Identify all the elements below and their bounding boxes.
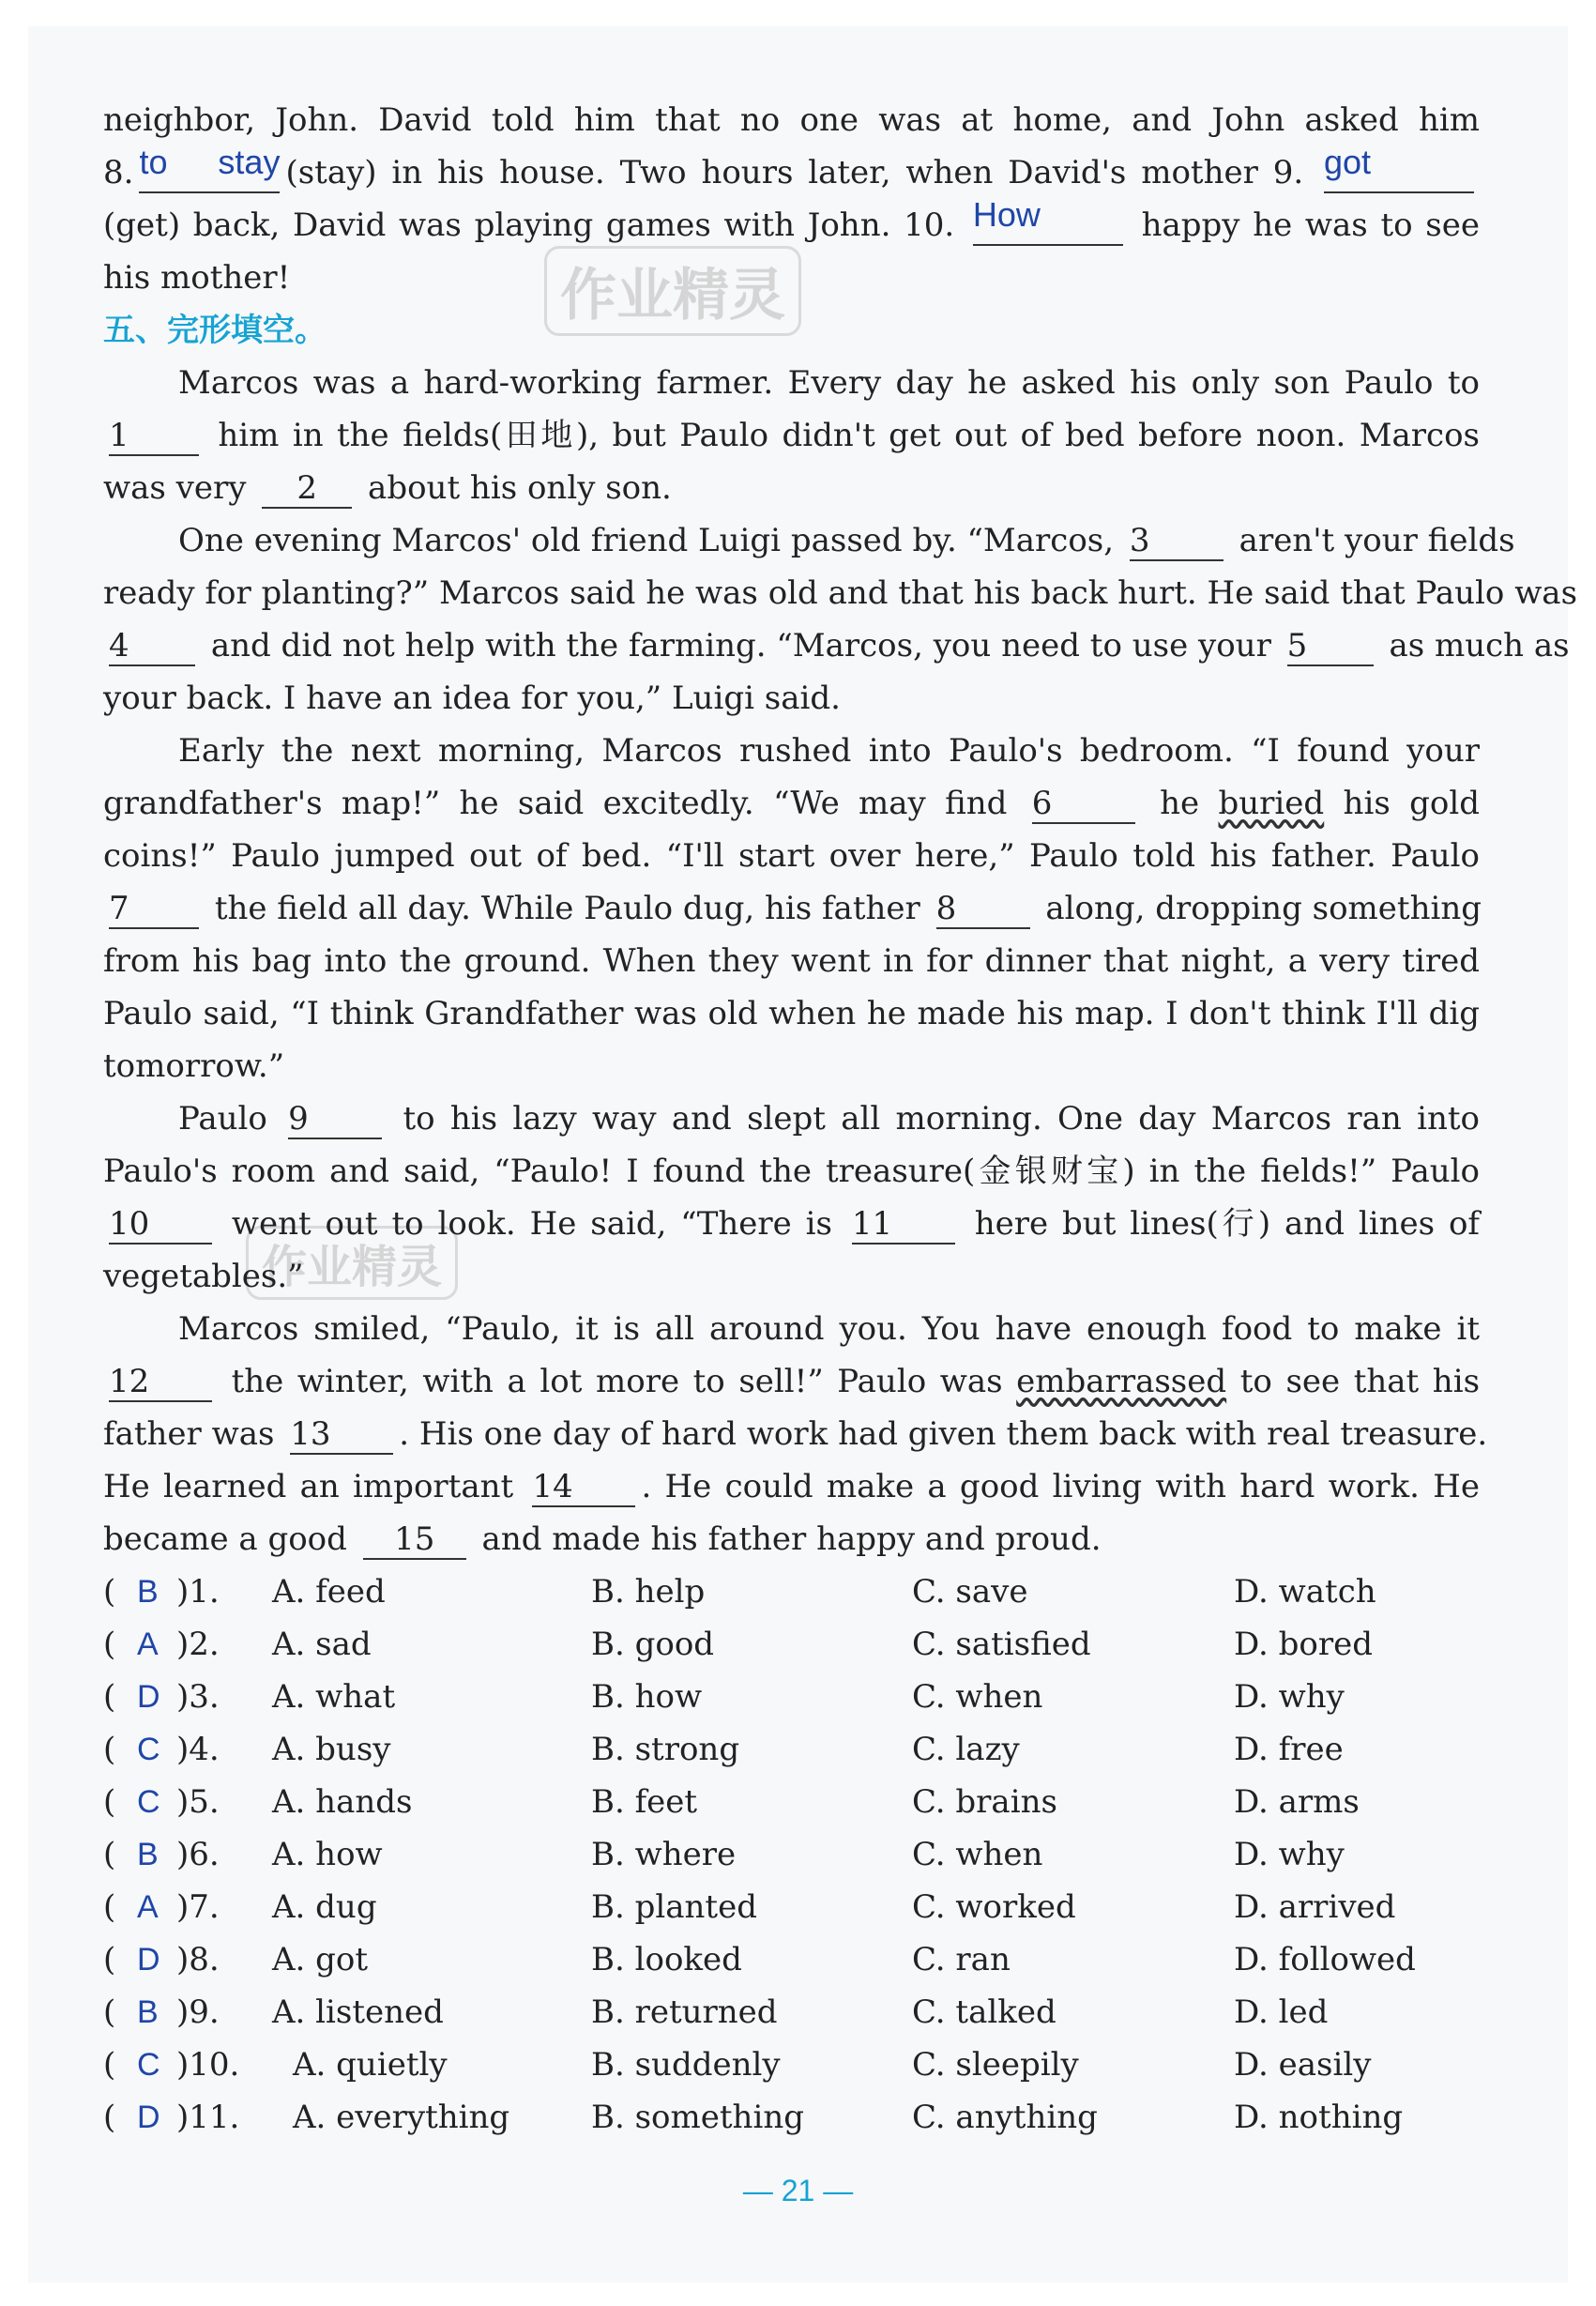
option-a[interactable]: A. dug — [272, 1888, 377, 1926]
option-a[interactable]: A. got — [272, 1941, 369, 1978]
answer-paren: ( — [103, 1731, 116, 1768]
passage-line: tomorrow.” — [103, 1047, 285, 1085]
option-b[interactable]: B. feet — [591, 1783, 698, 1821]
option-d[interactable]: D. free — [1234, 1731, 1344, 1768]
blank-number: 14 — [532, 1468, 573, 1505]
option-d[interactable]: D. easily — [1234, 2046, 1372, 2084]
option-d[interactable]: D. why — [1234, 1678, 1345, 1716]
blank-number: 7 — [109, 890, 129, 927]
answer-blank[interactable] — [972, 195, 1123, 246]
question-blank[interactable] — [109, 1205, 212, 1245]
option-b[interactable]: B. looked — [591, 1941, 742, 1978]
watermark: 作业精灵 — [544, 246, 801, 336]
question-number: )8. — [176, 1941, 220, 1978]
passage-text: the field all day. While Paulo dug, his father — [214, 890, 920, 927]
question-number: )1. — [176, 1573, 220, 1611]
option-d[interactable]: D. followed — [1234, 1941, 1416, 1978]
answer-letter: D — [137, 2100, 160, 2135]
answer-letter: B — [137, 1837, 159, 1872]
passage-line: Marcos was a hard-working farmer. Every day he asked his only son Paulo to — [178, 364, 1480, 402]
question-row — [103, 1723, 1480, 1776]
passage-text: to see that his — [1239, 1363, 1481, 1400]
passage-text: and made his father happy and proud. — [481, 1520, 1102, 1558]
question-row — [103, 1776, 1480, 1828]
passage-line — [103, 1355, 1480, 1408]
passage-line: from his bag into the ground. When they went in for dinner that night, a very tired — [103, 942, 1480, 980]
passage-text: he — [1160, 785, 1200, 822]
passage-line — [103, 1092, 1480, 1145]
option-b[interactable]: B. how — [591, 1678, 703, 1716]
blank-number: 1 — [109, 417, 129, 454]
option-c[interactable]: C. satisfied — [912, 1626, 1091, 1663]
option-a[interactable]: A. what — [272, 1678, 396, 1716]
answer-letter: B — [137, 1994, 159, 2030]
passage-line — [103, 1513, 1480, 1565]
passage-text: aren't your fields — [1239, 522, 1515, 559]
passage-text: (get) back, David was playing games with John. 10. — [103, 206, 955, 244]
answer-paren: ( — [103, 2099, 116, 2136]
blank-number: 12 — [109, 1363, 150, 1400]
passage-line: Paulo's room and said, “Paulo! I found the treasure(金银财宝) in the fields!” Paulo — [103, 1153, 1480, 1190]
answer-blank[interactable] — [139, 143, 281, 193]
passage-line — [103, 409, 1480, 462]
passage-line: vegetables.” — [103, 1258, 304, 1295]
passage-line — [103, 1408, 1488, 1460]
option-c[interactable]: C. save — [912, 1573, 1028, 1611]
option-a[interactable]: A. feed — [272, 1573, 386, 1611]
passage-text: his gold — [1343, 785, 1480, 822]
blank-number: 13 — [290, 1415, 331, 1453]
blank-number: 3 — [1129, 522, 1150, 559]
question-row — [103, 1933, 1480, 1986]
option-b[interactable]: B. where — [591, 1836, 737, 1873]
section-heading: 五、完形填空。 — [103, 313, 327, 348]
option-a[interactable]: A. quietly — [293, 2046, 448, 2084]
wavy-word: buried — [1218, 785, 1325, 822]
passage-line: ready for planting?” Marcos said he was old and that his back hurt. He said that Paulo was — [103, 574, 1578, 612]
question-blank[interactable] — [532, 1468, 635, 1507]
answer-paren: ( — [103, 1836, 116, 1873]
passage-text: went out to look. He said, “There is — [231, 1205, 832, 1243]
passage-text: to his lazy way and slept all morning. One day Marcos ran into — [403, 1100, 1480, 1138]
question-blank[interactable] — [262, 469, 352, 509]
answer-paren: ( — [103, 1626, 116, 1663]
question-blank[interactable] — [290, 1415, 393, 1455]
passage-text: as much as — [1389, 627, 1570, 664]
option-c[interactable]: C. anything — [912, 2099, 1098, 2136]
option-a[interactable]: A. sad — [272, 1626, 372, 1663]
question-blank[interactable] — [1032, 785, 1135, 824]
page-number: — 21 — — [742, 2174, 854, 2207]
blank-number: 2 — [296, 469, 318, 507]
question-blank[interactable] — [288, 1100, 382, 1139]
worksheet-content — [103, 94, 1578, 2144]
question-row — [103, 1828, 1480, 1881]
option-b[interactable]: B. strong — [591, 1731, 740, 1768]
answer-letter: C — [137, 1784, 160, 1820]
option-d[interactable]: D. nothing — [1234, 2099, 1404, 2136]
passage-line — [103, 1460, 1480, 1513]
question-row — [103, 2039, 1480, 2091]
passage-text: He learned an important — [103, 1468, 514, 1505]
option-b[interactable]: B. good — [591, 1626, 715, 1663]
passage-text: became a good — [103, 1520, 347, 1558]
passage-line — [103, 777, 1480, 830]
answer-letter: D — [137, 1679, 160, 1715]
passage-line — [103, 619, 1570, 672]
answer-letter: C — [137, 2047, 160, 2083]
question-number: )5. — [176, 1783, 220, 1821]
question-blank[interactable] — [852, 1205, 955, 1245]
answer-paren: ( — [103, 1888, 116, 1926]
passage-text: the winter, with a lot more to sell!” Paulo was — [231, 1363, 1003, 1400]
option-c[interactable]: C. brains — [912, 1783, 1057, 1821]
answer-blank[interactable] — [1323, 143, 1474, 193]
question-list — [103, 1565, 1480, 2144]
question-number: )7. — [176, 1888, 220, 1926]
passage-text: . He could make a good living with hard work. He — [641, 1468, 1480, 1505]
option-c[interactable]: C. worked — [912, 1888, 1076, 1926]
passage-text: was very — [103, 469, 247, 507]
question-blank[interactable] — [363, 1520, 466, 1560]
passage-text: father was — [103, 1415, 275, 1453]
question-row — [103, 1881, 1480, 1933]
answer-paren: ( — [103, 1783, 116, 1821]
option-a[interactable]: A. how — [272, 1836, 383, 1873]
option-a[interactable]: A. listened — [272, 1993, 444, 2031]
option-d[interactable]: D. bored — [1234, 1626, 1374, 1663]
answer-letter: A — [137, 1889, 159, 1925]
question-blank[interactable] — [109, 417, 199, 456]
option-b[interactable]: B. suddenly — [591, 2046, 781, 2084]
answer-letter: C — [137, 1732, 160, 1767]
passage-line — [103, 1198, 1480, 1250]
answer-paren: ( — [103, 1993, 116, 2031]
answer-letter: A — [137, 1626, 159, 1662]
option-d[interactable]: D. arrived — [1234, 1888, 1396, 1926]
passage-line — [103, 143, 1480, 199]
passage-text: along, dropping something — [1045, 890, 1482, 927]
passage-line — [103, 195, 1480, 252]
option-a[interactable]: A. everything — [293, 2099, 510, 2136]
option-c[interactable]: C. sleepily — [912, 2046, 1079, 2084]
passage-line: coins!” Paulo jumped out of bed. “I'll start over here,” Paulo told his father. Paulo — [103, 837, 1480, 875]
question-number: )11. — [176, 2099, 240, 2136]
passage-line: his mother! — [103, 259, 291, 297]
passage-text: and did not help with the farming. “Marcos, you need to use your — [210, 627, 1271, 664]
question-number: )10. — [176, 2046, 240, 2084]
question-blank[interactable] — [936, 890, 1030, 929]
option-c[interactable]: C. ran — [912, 1941, 1011, 1978]
filled-answer: got — [1323, 143, 1372, 181]
passage-line — [103, 514, 1515, 567]
passage-text: him in the fields(田地), but Paulo didn't get out of bed before noon. Marcos — [218, 417, 1480, 454]
option-d[interactable]: D. watch — [1234, 1573, 1376, 1611]
question-number: )9. — [176, 1993, 220, 2031]
option-b[interactable]: B. help — [591, 1573, 706, 1611]
option-d[interactable]: D. arms — [1234, 1783, 1360, 1821]
answer-paren: ( — [103, 2046, 116, 2084]
passage-text: grandfather's map!” he said excitedly. “We may find — [103, 785, 1008, 822]
option-d[interactable]: D. led — [1234, 1993, 1329, 2031]
filled-answer: How — [972, 195, 1041, 234]
blank-number: 8. — [103, 154, 134, 191]
option-c[interactable]: C. when — [912, 1836, 1043, 1873]
option-b[interactable]: B. something — [591, 2099, 804, 2136]
option-c[interactable]: C. when — [912, 1678, 1043, 1716]
question-row — [103, 1986, 1480, 2039]
blank-number: 11 — [851, 1205, 893, 1243]
option-b[interactable]: B. planted — [591, 1888, 757, 1926]
question-blank[interactable] — [1130, 522, 1224, 561]
blank-number: 10 — [109, 1205, 150, 1243]
question-number: )3. — [176, 1678, 220, 1716]
answer-paren: ( — [103, 1573, 116, 1611]
passage-text: Paulo — [178, 1100, 267, 1138]
passage-text: happy he was to see — [1141, 206, 1480, 244]
question-row — [103, 1565, 1480, 1618]
answer-paren: ( — [103, 1678, 116, 1716]
passage-line: Paulo said, “I think Grandfather was old when he made his map. I don't think I'll dig — [103, 995, 1480, 1032]
passage-line — [103, 462, 1480, 514]
passage-line: Marcos smiled, “Paulo, it is all around you. You have enough food to make it — [178, 1310, 1480, 1348]
question-blank[interactable] — [109, 1363, 212, 1402]
blank-number: 6 — [1031, 785, 1053, 822]
passage-line: Early the next morning, Marcos rushed into Paulo's bedroom. “I found your — [178, 732, 1480, 770]
option-c[interactable]: C. lazy — [912, 1731, 1020, 1768]
filled-answer: to stay — [139, 143, 281, 181]
passage-text: here but lines(行) and lines of — [974, 1205, 1480, 1243]
blank-number: 9 — [288, 1100, 309, 1138]
answer-paren: ( — [103, 1941, 116, 1978]
option-a[interactable]: A. hands — [272, 1783, 413, 1821]
option-d[interactable]: D. why — [1234, 1836, 1345, 1873]
passage-line — [103, 882, 1480, 935]
watermark: 作业精灵 — [246, 1226, 458, 1300]
answer-letter: B — [137, 1574, 159, 1610]
question-row — [103, 1618, 1480, 1671]
wavy-word: embarrassed — [1016, 1363, 1227, 1400]
answer-letter: D — [137, 1942, 160, 1978]
passage-text: . His one day of hard work had given them back with real treasure. — [399, 1415, 1488, 1453]
question-blank[interactable] — [1287, 627, 1374, 666]
question-blank[interactable] — [109, 890, 199, 929]
question-number: )4. — [176, 1731, 220, 1768]
blank-number: 15 — [394, 1520, 435, 1558]
blank-number: 4 — [109, 627, 129, 664]
blank-number: 8 — [935, 890, 957, 927]
question-blank[interactable] — [109, 627, 195, 666]
passage-line: neighbor, John. David told him that no one was at home, and John asked him — [103, 101, 1480, 139]
question-row — [103, 1671, 1480, 1723]
passage-text: about his only son. — [368, 469, 672, 507]
question-number: )2. — [176, 1626, 220, 1663]
blank-number: 5 — [1286, 627, 1308, 664]
option-c[interactable]: C. talked — [912, 1993, 1056, 2031]
option-b[interactable]: B. returned — [591, 1993, 778, 2031]
passage-text: One evening Marcos' old friend Luigi passed by. “Marcos, — [178, 522, 1115, 559]
option-a[interactable]: A. busy — [272, 1731, 391, 1768]
question-number: )6. — [176, 1836, 220, 1873]
passage-line: your back. I have an idea for you,” Luigi said. — [103, 680, 841, 717]
question-row — [103, 2091, 1480, 2144]
passage-text: (stay) in his house. Two hours later, when David's mother 9. — [285, 154, 1304, 191]
